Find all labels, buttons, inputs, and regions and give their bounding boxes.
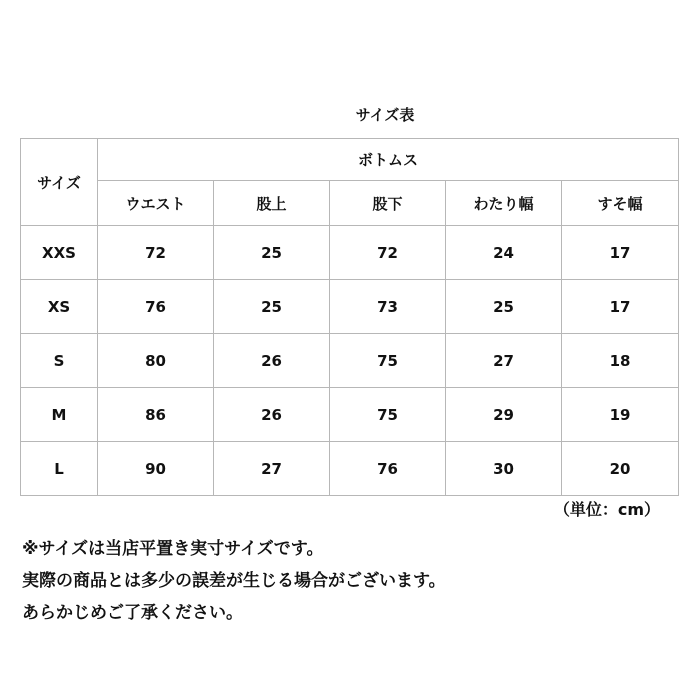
- size-label-cell: S: [21, 334, 98, 388]
- table-cell: 25: [446, 280, 562, 334]
- table-row: [21, 280, 679, 334]
- table-row: [21, 334, 679, 388]
- group-header-cell: ボトムス: [98, 139, 679, 181]
- table-cell: 26: [214, 388, 330, 442]
- header-row-group: [21, 139, 679, 181]
- column-header: 股下: [330, 181, 446, 226]
- size-label-cell: M: [21, 388, 98, 442]
- note-line: ※サイズは当店平置き実寸サイズです。: [22, 539, 324, 559]
- table-cell: 86: [98, 388, 214, 442]
- table-row: [21, 442, 679, 496]
- notes-block: [22, 533, 682, 629]
- table-cell: 73: [330, 280, 446, 334]
- size-table: [20, 138, 679, 496]
- corner-header-cell: サイズ: [21, 139, 98, 226]
- page-title: サイズ表: [355, 106, 415, 124]
- note-line: 実際の商品とは多少の誤差が生じる場合がございます。: [22, 571, 446, 591]
- size-label-cell: XS: [21, 280, 98, 334]
- table-cell: 20: [562, 442, 679, 496]
- column-header: すそ幅: [562, 181, 679, 226]
- table-cell: 75: [330, 334, 446, 388]
- size-label-cell: XXS: [21, 226, 98, 280]
- table-cell: 26: [214, 334, 330, 388]
- note-line: あらかじめご了承ください。: [22, 603, 243, 623]
- table-cell: 18: [562, 334, 679, 388]
- unit-note: （単位：cm）: [553, 500, 660, 519]
- table-cell: 29: [446, 388, 562, 442]
- table-cell: 80: [98, 334, 214, 388]
- table-cell: 90: [98, 442, 214, 496]
- table-cell: 25: [214, 226, 330, 280]
- table-cell: 27: [446, 334, 562, 388]
- table-cell: 76: [98, 280, 214, 334]
- table-cell: 72: [330, 226, 446, 280]
- header-row-columns: [21, 181, 679, 226]
- table-cell: 25: [214, 280, 330, 334]
- table-cell: 19: [562, 388, 679, 442]
- table-row: [21, 388, 679, 442]
- column-header: ウエスト: [98, 181, 214, 226]
- table-row: [21, 226, 679, 280]
- table-cell: 72: [98, 226, 214, 280]
- table-cell: 17: [562, 280, 679, 334]
- column-header: 股上: [214, 181, 330, 226]
- size-label-cell: L: [21, 442, 98, 496]
- table-cell: 27: [214, 442, 330, 496]
- table-cell: 30: [446, 442, 562, 496]
- table-cell: 76: [330, 442, 446, 496]
- table-cell: 75: [330, 388, 446, 442]
- table-cell: 24: [446, 226, 562, 280]
- column-header: わたり幅: [446, 181, 562, 226]
- table-cell: 17: [562, 226, 679, 280]
